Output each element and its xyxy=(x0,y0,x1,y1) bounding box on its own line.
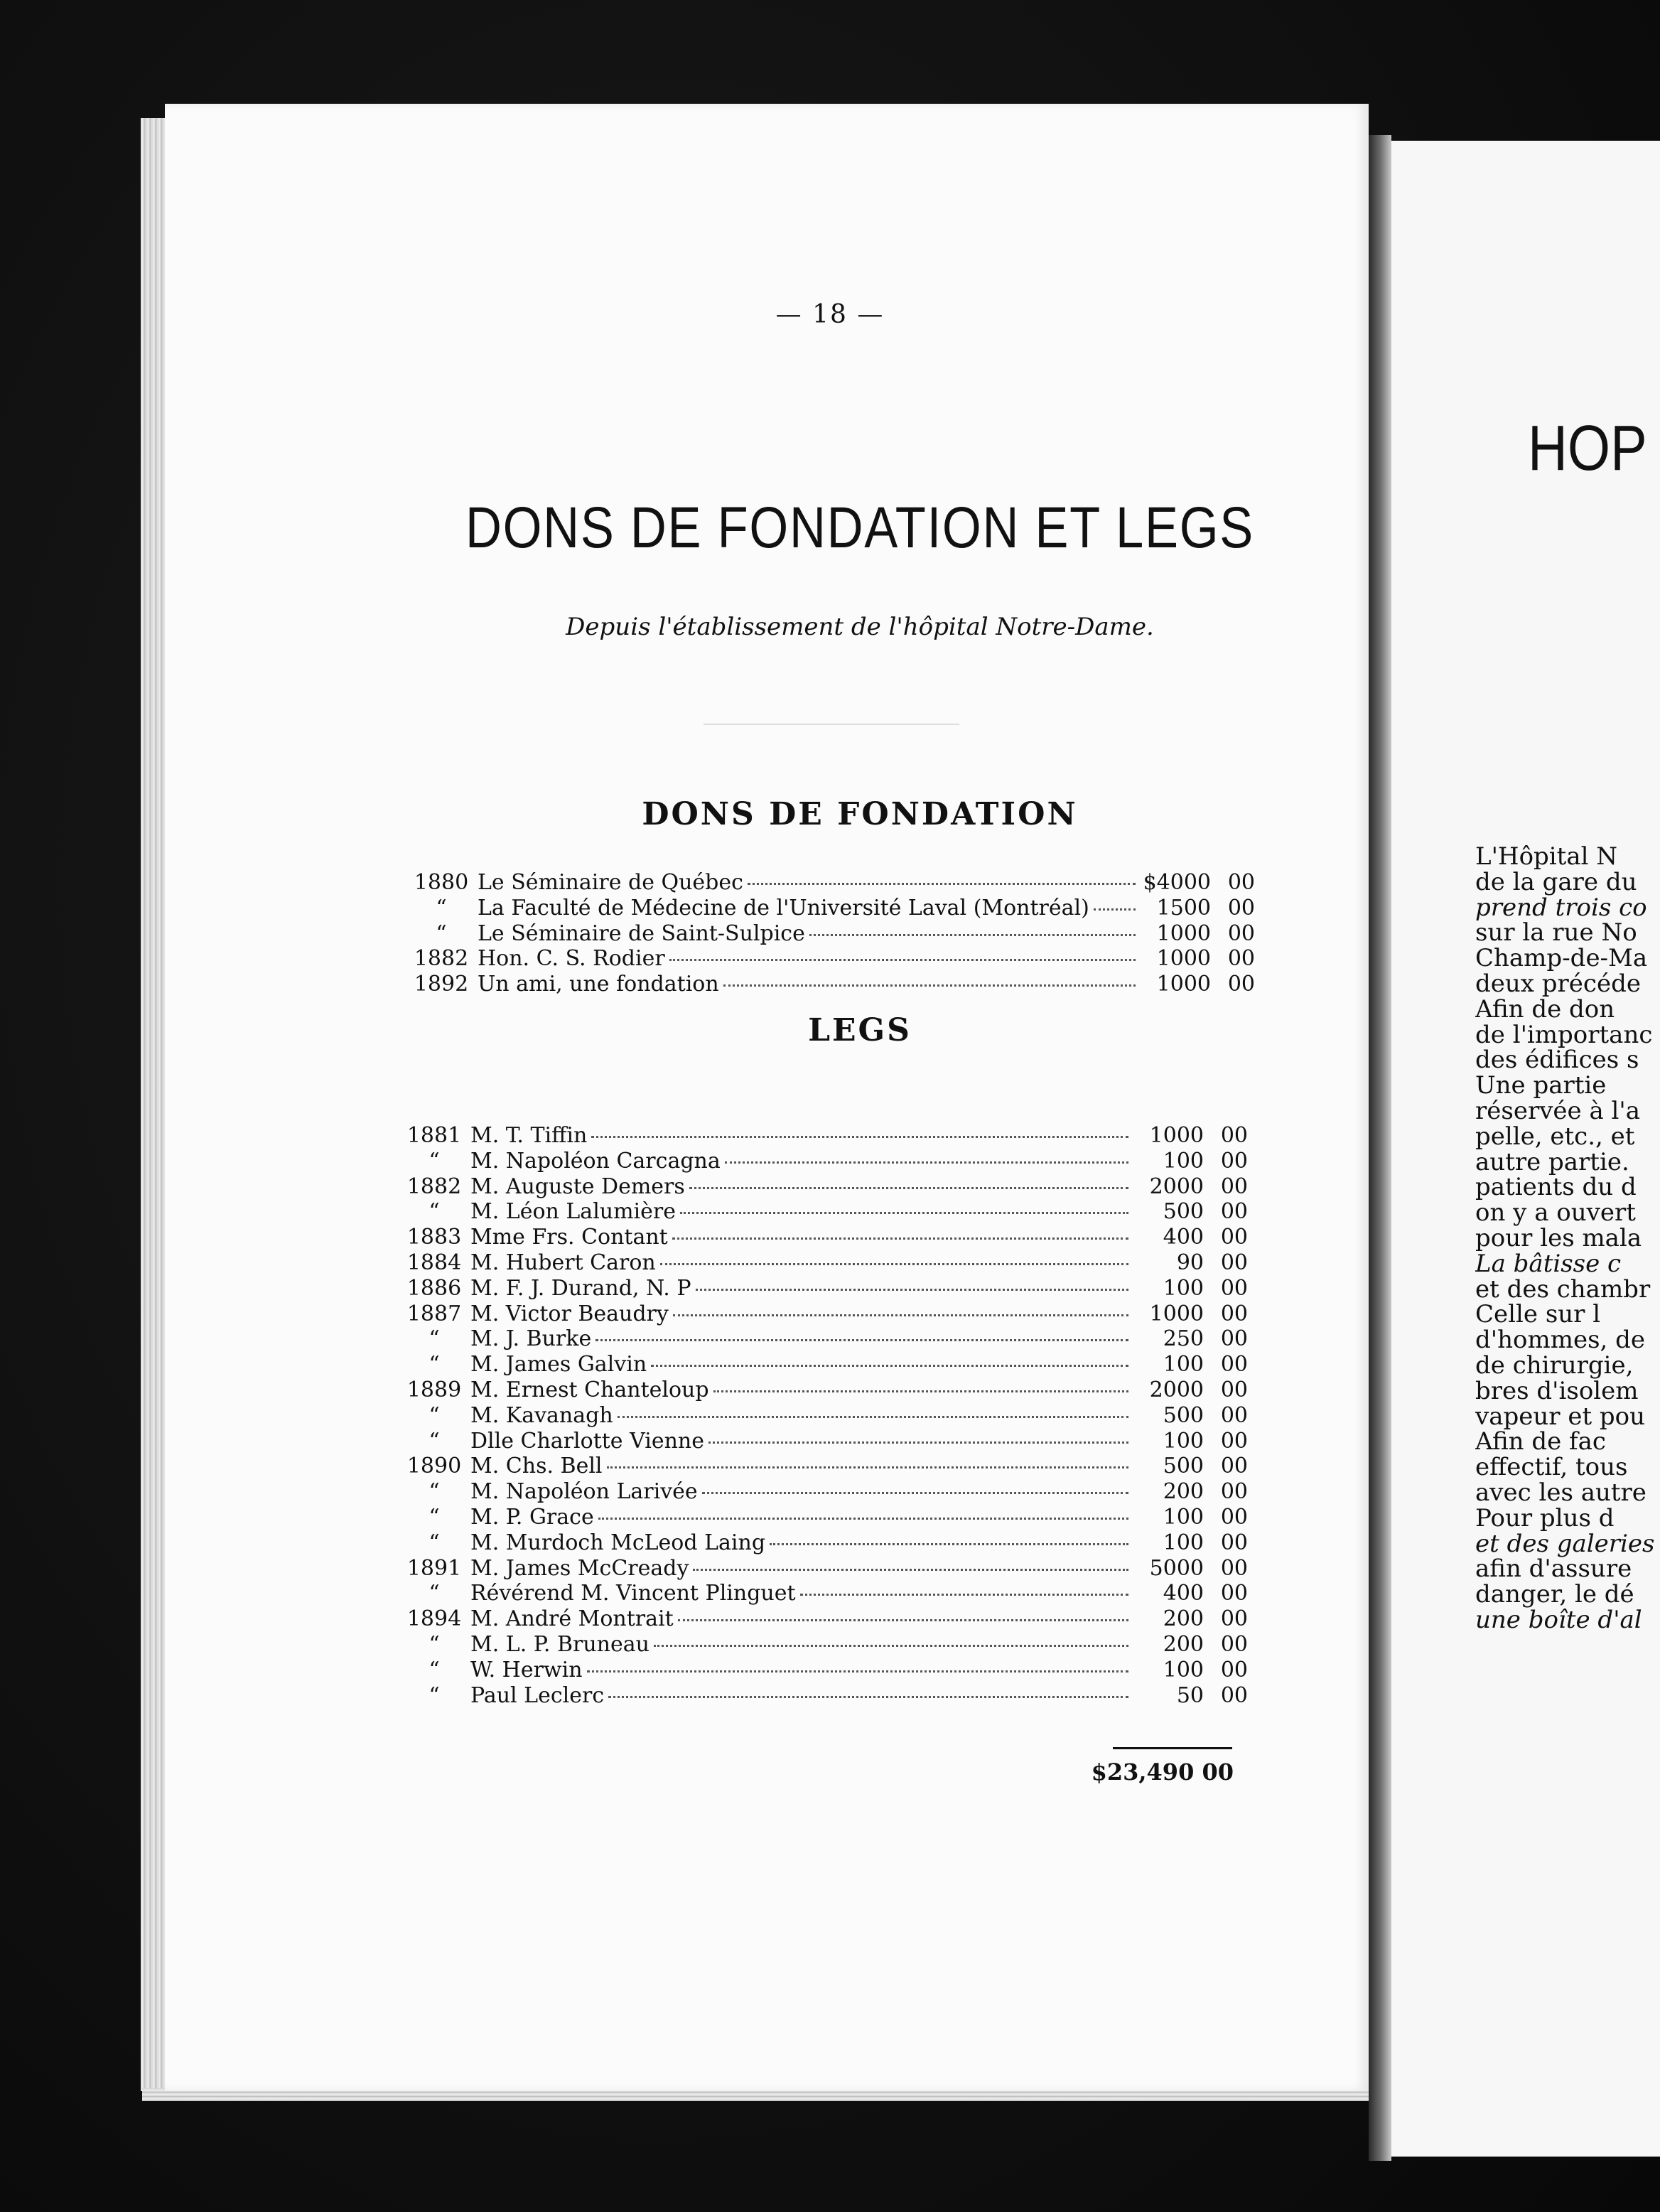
dons-name: Un ami, une fondation xyxy=(478,972,719,997)
legs-cents: 00 xyxy=(1220,1657,1248,1682)
legs-row xyxy=(398,1352,1248,1378)
leader-dots xyxy=(696,1289,1128,1291)
legs-amount: 100 xyxy=(1163,1352,1204,1378)
right-page-line: afin d'assure xyxy=(1475,1555,1632,1584)
legs-year: “ xyxy=(429,1428,440,1454)
legs-year: 1891 xyxy=(406,1555,462,1581)
legs-cents: 00 xyxy=(1220,1301,1248,1326)
legs-name: Dlle Charlotte Vienne xyxy=(470,1428,704,1454)
legs-name: M. Ernest Chanteloup xyxy=(470,1377,709,1402)
legs-cents: 00 xyxy=(1220,1352,1248,1378)
legs-name: M. Kavanagh xyxy=(470,1402,613,1428)
leader-dots xyxy=(689,1187,1128,1189)
legs-row xyxy=(398,1581,1248,1606)
right-page-line: danger, le dé xyxy=(1475,1580,1634,1609)
legs-cents: 00 xyxy=(1220,1682,1248,1708)
legs-cents: 00 xyxy=(1220,1225,1248,1250)
right-page-line: prend trois co xyxy=(1475,893,1647,922)
leader-dots xyxy=(702,1492,1128,1494)
right-page-line: Champ-de-Ma xyxy=(1475,944,1648,973)
legs-row xyxy=(398,1250,1248,1276)
legs-cents: 00 xyxy=(1220,1631,1248,1657)
legs-year: 1886 xyxy=(406,1275,462,1301)
dons-row xyxy=(405,896,1255,921)
leader-dots xyxy=(595,1339,1128,1341)
legs-year: “ xyxy=(429,1581,440,1606)
legs-amount: 500 xyxy=(1163,1454,1204,1479)
legs-row xyxy=(398,1326,1248,1352)
dons-table xyxy=(405,870,1255,997)
legs-amount: 50 xyxy=(1176,1682,1204,1708)
right-page-line: et des galeries xyxy=(1475,1529,1655,1558)
legs-amount: 100 xyxy=(1163,1657,1204,1682)
legs-cents: 00 xyxy=(1220,1504,1248,1530)
dons-year: 1892 xyxy=(414,972,469,997)
legs-name: M. Victor Beaudry xyxy=(470,1301,669,1326)
legs-cents: 00 xyxy=(1220,1377,1248,1402)
dons-amount: 1000 xyxy=(1156,946,1211,972)
legs-cents: 00 xyxy=(1220,1402,1248,1428)
legs-amount: 250 xyxy=(1163,1326,1204,1352)
right-page-line: Pour plus d xyxy=(1475,1503,1615,1532)
dons-cents: 00 xyxy=(1227,895,1255,920)
legs-row xyxy=(398,1683,1248,1709)
dons-year: “ xyxy=(436,920,447,946)
legs-cents: 00 xyxy=(1220,1174,1248,1199)
right-page-line: La bâtisse c xyxy=(1475,1249,1622,1278)
legs-row xyxy=(398,1149,1248,1174)
legs-amount: 200 xyxy=(1163,1631,1204,1657)
dons-name: La Faculté de Médecine de l'Université Laval (Montréal) xyxy=(478,895,1089,920)
legs-year: “ xyxy=(429,1352,440,1378)
legs-year: 1889 xyxy=(406,1377,462,1402)
legs-table xyxy=(398,1123,1248,1708)
right-page-line: des édifices s xyxy=(1475,1046,1639,1075)
legs-name: M. Auguste Demers xyxy=(470,1174,685,1199)
legs-name: W. Herwin xyxy=(470,1657,583,1682)
leader-dots xyxy=(680,1212,1128,1214)
right-page-line: une boîte d'al xyxy=(1475,1605,1642,1633)
leader-dots xyxy=(1094,908,1136,911)
legs-name: M. Napoléon Carcagna xyxy=(470,1148,721,1174)
legs-cents: 00 xyxy=(1220,1454,1248,1479)
legs-row xyxy=(398,1556,1248,1582)
leader-dots xyxy=(672,1237,1128,1240)
legs-cents: 00 xyxy=(1220,1148,1248,1174)
legs-amount: 400 xyxy=(1163,1581,1204,1606)
legs-row xyxy=(398,1403,1248,1429)
legs-year: “ xyxy=(429,1479,440,1505)
legs-year: 1890 xyxy=(406,1454,462,1479)
legs-row xyxy=(398,1530,1248,1556)
page-title: DONS DE FONDATION ET LEGS xyxy=(465,495,1255,560)
legs-year: 1883 xyxy=(406,1225,462,1250)
legs-name: M. James McCready xyxy=(470,1555,689,1581)
leader-dots xyxy=(723,984,1136,987)
legs-row xyxy=(398,1454,1248,1479)
right-page-line: de l'importanc xyxy=(1475,1020,1653,1049)
legs-row xyxy=(398,1429,1248,1454)
total-rule xyxy=(1113,1747,1232,1749)
dons-row xyxy=(405,946,1255,972)
legs-row xyxy=(398,1225,1248,1250)
dons-year: “ xyxy=(436,895,447,920)
legs-name: M. T. Tiffin xyxy=(470,1123,588,1148)
leader-dots xyxy=(598,1518,1128,1520)
right-page-line: effectif, tous xyxy=(1475,1453,1628,1482)
legs-amount: 1000 xyxy=(1149,1123,1204,1148)
legs-cents: 00 xyxy=(1220,1555,1248,1581)
legs-name: Révérend M. Vincent Plinguet xyxy=(470,1581,796,1606)
legs-year: 1887 xyxy=(406,1301,462,1326)
legs-year: “ xyxy=(429,1148,440,1174)
leader-dots xyxy=(587,1670,1128,1673)
legs-year: 1884 xyxy=(406,1250,462,1275)
right-page-line: réservée à l'a xyxy=(1475,1096,1641,1125)
legs-year: “ xyxy=(429,1402,440,1428)
right-page-line: deux précéde xyxy=(1475,969,1641,998)
dons-cents: 00 xyxy=(1227,946,1255,972)
legs-cents: 00 xyxy=(1220,1581,1248,1606)
legs-year: 1894 xyxy=(406,1606,462,1632)
leader-dots xyxy=(678,1619,1128,1621)
legs-amount: 100 xyxy=(1163,1428,1204,1454)
leader-dots xyxy=(660,1263,1128,1265)
leader-dots xyxy=(725,1161,1128,1164)
legs-name: M. F. J. Durand, N. P xyxy=(470,1275,691,1301)
legs-year: “ xyxy=(429,1682,440,1708)
legs-cents: 00 xyxy=(1220,1199,1248,1225)
legs-name: M. J. Burke xyxy=(470,1326,592,1352)
legs-amount: 5000 xyxy=(1149,1555,1204,1581)
legs-name: M. P. Grace xyxy=(470,1504,594,1530)
leader-dots xyxy=(713,1390,1128,1392)
right-page-line: d'hommes, de xyxy=(1475,1326,1646,1355)
legs-year: “ xyxy=(429,1657,440,1682)
legs-name: M. Napoléon Larivée xyxy=(470,1479,698,1505)
legs-amount: 90 xyxy=(1176,1250,1204,1275)
legs-name: M. Léon Lalumière xyxy=(470,1199,676,1225)
leader-dots xyxy=(607,1466,1128,1469)
right-page-line: on y a ouvert xyxy=(1475,1198,1636,1228)
legs-name: M. Chs. Bell xyxy=(470,1454,603,1479)
leader-dots xyxy=(770,1543,1128,1545)
legs-row xyxy=(398,1658,1248,1683)
legs-name: M. Murdoch McLeod Laing xyxy=(470,1530,766,1555)
legs-cents: 00 xyxy=(1220,1250,1248,1275)
leader-dots xyxy=(591,1136,1128,1138)
legs-year: 1882 xyxy=(406,1174,462,1199)
leader-dots xyxy=(618,1416,1128,1418)
leader-dots xyxy=(654,1645,1128,1647)
legs-amount: 100 xyxy=(1163,1530,1204,1555)
dons-amount: 1500 xyxy=(1156,895,1211,920)
legs-year: “ xyxy=(429,1199,440,1225)
dons-row xyxy=(405,870,1255,896)
legs-row xyxy=(398,1174,1248,1200)
legs-row xyxy=(398,1606,1248,1632)
right-page-line: patients du d xyxy=(1475,1173,1637,1202)
legs-amount: 100 xyxy=(1163,1148,1204,1174)
dons-row xyxy=(405,972,1255,997)
legs-amount: 1000 xyxy=(1149,1301,1204,1326)
legs-cents: 00 xyxy=(1220,1275,1248,1301)
book-gutter xyxy=(1369,135,1391,2161)
right-page-line: sur la rue No xyxy=(1475,918,1637,947)
legs-row xyxy=(398,1301,1248,1327)
legs-row xyxy=(398,1123,1248,1149)
legs-row xyxy=(398,1505,1248,1530)
right-page-line: Celle sur l xyxy=(1475,1300,1601,1329)
legs-row xyxy=(398,1479,1248,1505)
dons-amount: 1000 xyxy=(1156,920,1211,946)
leader-dots xyxy=(800,1594,1128,1596)
right-page-line: de la gare du xyxy=(1475,867,1637,896)
legs-year: “ xyxy=(429,1326,440,1352)
legs-amount: 2000 xyxy=(1149,1377,1204,1402)
legs-cents: 00 xyxy=(1220,1606,1248,1632)
right-page-line: autre partie. xyxy=(1475,1147,1629,1176)
legs-cents: 00 xyxy=(1220,1530,1248,1555)
legs-row xyxy=(398,1276,1248,1301)
right-page-line: Une partie xyxy=(1475,1071,1607,1100)
legs-row xyxy=(398,1378,1248,1403)
leader-dots xyxy=(809,934,1136,936)
dons-name: Le Séminaire de Saint-Sulpice xyxy=(478,920,805,946)
dons-year: 1882 xyxy=(414,946,469,972)
legs-amount: 2000 xyxy=(1149,1174,1204,1199)
legs-name: Paul Leclerc xyxy=(470,1682,605,1708)
dons-amount: $4000 xyxy=(1143,870,1211,895)
right-page-line: pour les mala xyxy=(1475,1223,1642,1252)
legs-amount: 400 xyxy=(1163,1225,1204,1250)
left-page xyxy=(165,104,1369,2091)
legs-total: $23,490 00 xyxy=(1091,1759,1234,1786)
legs-row xyxy=(398,1199,1248,1225)
legs-cents: 00 xyxy=(1220,1123,1248,1148)
leader-dots xyxy=(748,883,1136,885)
dons-row xyxy=(405,921,1255,947)
legs-name: Mme Frs. Contant xyxy=(470,1225,668,1250)
legs-year: “ xyxy=(429,1530,440,1555)
dons-year: 1880 xyxy=(414,870,469,895)
legs-cents: 00 xyxy=(1220,1428,1248,1454)
right-page-line: Afin de don xyxy=(1475,994,1615,1024)
legs-year: 1881 xyxy=(406,1123,462,1148)
legs-amount: 500 xyxy=(1163,1402,1204,1428)
legs-heading: LEGS xyxy=(808,1012,912,1048)
legs-amount: 200 xyxy=(1163,1479,1204,1505)
page-number: — 18 — xyxy=(775,300,885,329)
right-page-line: L'Hôpital N xyxy=(1475,844,1618,871)
dons-cents: 00 xyxy=(1227,870,1255,895)
dons-amount: 1000 xyxy=(1156,972,1211,997)
right-page-title: HOP xyxy=(1528,413,1647,484)
legs-cents: 00 xyxy=(1220,1479,1248,1505)
legs-name: M. L. P. Bruneau xyxy=(470,1631,650,1657)
leader-dots xyxy=(608,1696,1128,1698)
legs-name: M. André Montrait xyxy=(470,1606,674,1632)
legs-year: “ xyxy=(429,1631,440,1657)
right-page-line: Afin de fac xyxy=(1475,1427,1606,1456)
right-page-line: de chirurgie, xyxy=(1475,1351,1634,1380)
legs-amount: 100 xyxy=(1163,1275,1204,1301)
leader-dots xyxy=(693,1569,1128,1571)
legs-row xyxy=(398,1632,1248,1658)
legs-cents: 00 xyxy=(1220,1326,1248,1352)
leader-dots xyxy=(669,959,1136,961)
page-subtitle: Depuis l'établissement de l'hôpital Notre-Dame. xyxy=(566,613,1154,641)
right-page-line: vapeur et pou xyxy=(1475,1402,1646,1431)
legs-amount: 100 xyxy=(1163,1504,1204,1530)
leader-dots xyxy=(708,1441,1128,1444)
dons-name: Hon. C. S. Rodier xyxy=(478,946,665,972)
right-page-line: bres d'isolem xyxy=(1475,1376,1639,1405)
legs-amount: 200 xyxy=(1163,1606,1204,1632)
legs-name: M. James Galvin xyxy=(470,1352,647,1378)
dons-cents: 00 xyxy=(1227,972,1255,997)
dons-cents: 00 xyxy=(1227,920,1255,946)
right-page-line: avec les autre xyxy=(1475,1478,1646,1507)
leader-dots xyxy=(673,1314,1128,1316)
right-page-line: pelle, etc., et xyxy=(1475,1122,1635,1151)
dons-name: Le Séminaire de Québec xyxy=(478,870,743,895)
legs-amount: 500 xyxy=(1163,1199,1204,1225)
legs-year: “ xyxy=(429,1504,440,1530)
divider-rule xyxy=(704,724,959,725)
right-page-text xyxy=(1475,844,1660,1633)
legs-name: M. Hubert Caron xyxy=(470,1250,656,1275)
leader-dots xyxy=(651,1365,1128,1367)
dons-heading: DONS DE FONDATION xyxy=(642,796,1078,832)
right-page-line: et des chambr xyxy=(1475,1274,1651,1304)
